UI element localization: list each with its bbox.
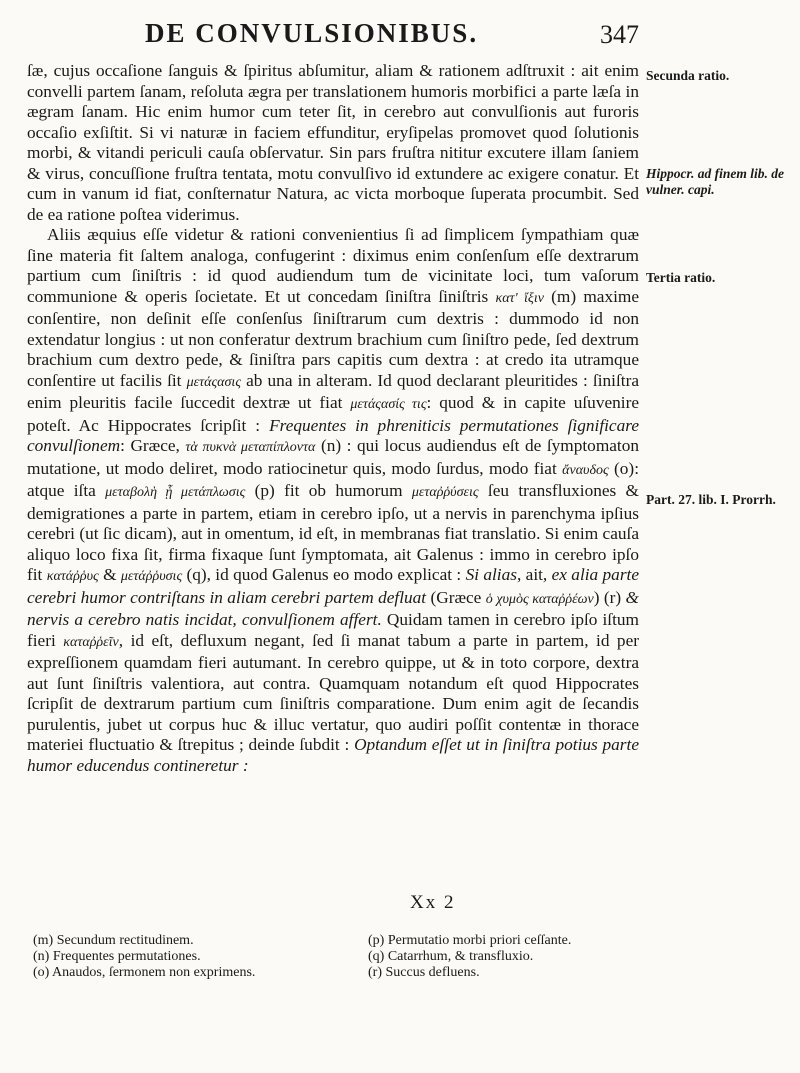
- text-run: fit ob humorum: [284, 481, 403, 500]
- paragraph-2: [27, 225, 639, 776]
- text-run: Aliis æquius eſſe videtur & rationi convenientius ſi ad ſimplicem ſympathiam quæ ſine materia fit ſaltem analoga, confugerint : diximus enim conſenſum eſſe dextrarum partium cum ſiniſtris : id quod audiendum tum de vicinitate loci, tum vaſorum communione & operis ſocietate. Et ut concedam ſiniſtra ſiniſtris: [27, 225, 639, 306]
- text-run: , id eſt, defluxum negant, ſed ſi manat tabum a parte in partem, id per expreſſionem quamdam fieri autumant. In cerebro quippe, ut & in toto corpore, dextra aut ſunt ſiniſtris valentiora, aut contra. Quamquam notandum eſt quod Hippocrates ſcripſit de dextrarum partium cum ſiniſtris comparatione. Dum enim agit de ſecandis purulentis, jubet ut corpus huc & illuc vertatur, quo audiri poſſit contentæ in thorace materiei fluctuatio & ſtrepitus ; deinde ſubdit :: [27, 630, 639, 754]
- page-header: [0, 18, 800, 58]
- footnote-q: (q) Catarrhum, & transfluxio.: [368, 949, 534, 964]
- margin-note-secunda-ratio: Secunda ratio.: [646, 68, 730, 83]
- greek-term: μετάςασίς τις: [350, 397, 427, 412]
- footnote-o: (o) Anaudos, ſermonem non exprimens.: [33, 965, 256, 980]
- greek-term: καταῤῥεῖν: [63, 634, 119, 650]
- footnote-ref-p: (p): [254, 481, 275, 500]
- text-run: , ait,: [516, 565, 548, 584]
- signature-line: [0, 892, 800, 918]
- footnote-r: (r) Succus defluens.: [368, 965, 480, 980]
- footnotes-left-column: [33, 933, 338, 981]
- footnote-m: (m) Secundum rectitudinem.: [33, 933, 194, 948]
- footnote-ref-m: (m): [551, 286, 577, 306]
- greek-term: μετάςασις: [186, 374, 242, 390]
- text-run: : atque iſta: [27, 458, 639, 500]
- text-run: : quod & in capite uſuvenire poteſt. Ac Hippocrates ſcripſit :: [27, 393, 639, 435]
- text-run: ab una in alteram. Id quod declarant pleuritides : ſiniſtra enim pleuritis facile ſuccedit dextræ ut fiat: [27, 370, 639, 412]
- footnote-ref-n: (n): [320, 436, 342, 455]
- footnote-ref-r: (r): [603, 587, 622, 607]
- greek-term: μετάῤῥυσις: [120, 569, 183, 584]
- footnote-ref-q: (q): [186, 565, 207, 584]
- quotation: Frequentes in phreniticis permutationes ſignificare convulſionem: [27, 415, 639, 455]
- footnote-p: (p) Permutatio morbi priori ceſſante.: [368, 933, 572, 948]
- greek-term: τὰ πυκνὰ μεταπίπλοντα: [185, 440, 316, 455]
- running-title: DE CONVULSIONIBUS.: [145, 18, 479, 48]
- text-run: : Græce,: [120, 436, 180, 455]
- footnote-ref-o: (o): [614, 458, 635, 478]
- text-run: Quidam tamen in cerebro ipſo iſtum fieri: [27, 610, 639, 650]
- footnotes-right-column: [368, 933, 673, 981]
- greek-term: μεταβολὴ ᾗ μετάπλωσις: [105, 485, 246, 500]
- paragraph-1: ſæ, cujus occaſione ſanguis & ſpiritus abſumitur, aliam & rationem adſtruxit : ait enim convelli partem ſanam, reſoluta ægra per translationem humoris morbifici a parte læſa in ægram ſanam. Hic enim humor cum teter ſit, in cerebro aut convulſionis aut furoris occaſio exſiſtit. Si vi naturæ in faciem effunditur, eryſipelas promovet quod ſolutionis morbi, & vitandi periculi cauſa obſervatur. Sin pars fruſtra nititur excutere illam ſaniem & virus, concuſſione fruſtra tentata, motu convulſivo id extundere ac exigere conatur. Et cum in vanum id fiat, conſternatur Natura, ac victa morboque ſuperata procumbit. Sed de ea ratione poſtea viderimus.: [27, 61, 639, 224]
- text-run: maxime conſentire, non deſinit eſſe conſenſus ſiniſtrarum cum dextris : dummodo id non extendatur longius : ut non conferatur dextrum brachium cum ſiniſtro pede, ſed dextrum brachium cum dextro pede, & ſiniſtra pars capitis cum dextra : at credo ita utramque conſentire ut facilis ſit: [27, 286, 639, 390]
- margin-note-hippocrates-ref: Hippocr. ad finem lib. de vulner. capi.: [646, 166, 784, 197]
- margin-note-prorrh-ref: Part. 27. lib. I. Prorrh.: [646, 492, 776, 507]
- greek-term: κατάῤῥυς: [46, 569, 99, 584]
- footnote-n: (n) Frequentes permutationes.: [33, 949, 201, 964]
- text-run: , id quod Galenus eo modo explicat :: [206, 565, 462, 584]
- quotation: Si alias: [465, 565, 517, 584]
- quotation: & nervis a cerebro natis incidat, convulſionem affert.: [27, 587, 639, 629]
- main-text: [27, 61, 639, 776]
- greek-term: ὁ χυμὸς καταῤῥέων: [485, 591, 594, 607]
- quotation: Optandum eſſet ut in ſiniſtra potius parte humor educendus contineretur :: [27, 735, 639, 775]
- quotation: ex alia parte cerebri humor contriſtans in aliam cerebri partem defluat: [27, 565, 640, 607]
- margin-note-tertia-ratio: Tertia ratio.: [646, 270, 716, 285]
- greek-term: μεταῤῥύσεις: [411, 485, 479, 500]
- greek-term: ἄναυδος: [562, 462, 609, 478]
- text-run: ſeu transfluxiones & demigrationes a parte in partem, etiam in cerebro ipſo, ut a nervis in parenchyma ipſius cerebri (ut ſic dicam), aut in omentum, id eſt, in membranas fiat translatio. Si enim cauſa aliquo loco fixa ſit, firma fixaque ſunt ſymptomata, ait Galenus : immo in cerebro ipſo fit: [27, 481, 639, 584]
- text-run: (Græce: [430, 587, 482, 607]
- text-run: ): [593, 587, 600, 607]
- text-run: &: [103, 565, 117, 584]
- signature-mark: Xx 2: [410, 892, 456, 913]
- greek-term: κατ' ἴξιν: [495, 290, 544, 306]
- page-number: 347: [600, 20, 639, 49]
- text-run: : qui locus audiendus eſt de ſymptomaton mutatione, ut modo deliret, modo ratiocinetur quis, modo ſurdus, modo fiat: [27, 436, 640, 478]
